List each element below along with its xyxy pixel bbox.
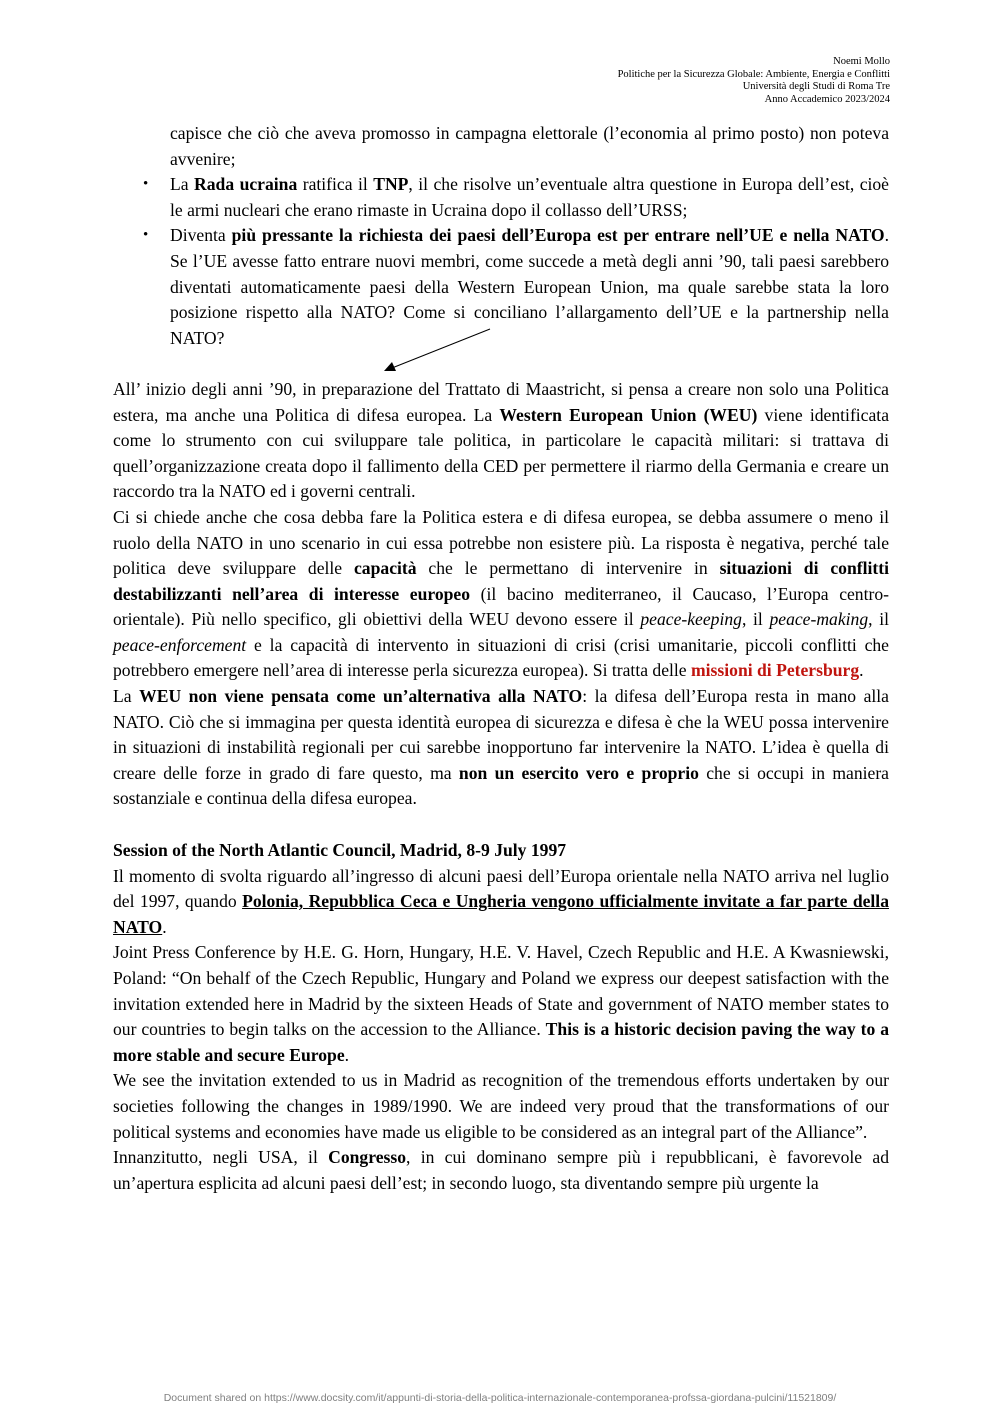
italic-run: peace-making: [769, 609, 869, 630]
bold-run: Western European Union (WEU): [499, 404, 758, 425]
spacer: [113, 351, 889, 377]
bold-run: situazioni di conflitti destabilizzanti nell’area di interesse europeo: [113, 558, 889, 604]
text-run: che si occupi in maniera sostanziale e continua della difesa europea.: [113, 762, 889, 809]
text-run: , il: [741, 609, 770, 630]
text-run: (il bacino mediterraneo, il Caucaso, l’Europa centro-orientale). Più nello specifico, gli obiettivi della WEU devono essere il: [113, 583, 890, 630]
section-heading: [113, 838, 889, 864]
text-run: Diventa: [170, 225, 232, 246]
section-heading-text: Session of the North Atlantic Council, Madrid, 8-9 July 1997: [113, 840, 567, 861]
bold-run: This is a historic decision paving the way to a more stable and secure Europe: [113, 1019, 889, 1065]
continued-bullet-text: capisce che ciò che aveva promosso in campagna elettorale (l’economia al primo posto) non poteva avvenire;: [170, 123, 889, 169]
highlight-petersburg: missioni di Petersburg: [691, 660, 860, 681]
bold-run: capacità: [354, 558, 417, 579]
bullet-item-rada: [170, 172, 889, 223]
italic-run: peace-keeping: [640, 609, 742, 630]
bullet-list: [113, 172, 889, 351]
paragraph-weu-alternativa: [113, 684, 889, 812]
text-run: .: [162, 916, 167, 937]
text-run: , il: [868, 609, 889, 630]
footer-document-shared: Document shared on https://www.docsity.com/it/appunti-di-storia-della-politica-internazionale-contemporanea-profssa-giordana-pulcini/11521809/: [163, 1392, 837, 1404]
bold-run: non un esercito vero e proprio: [458, 762, 699, 783]
bold-run: WEU non viene pensata come un’alternativa alla NATO: [139, 686, 583, 707]
text-run: che le permettano di intervenire in: [416, 558, 720, 579]
header-academic-year: Anno Accademico 2023/2024: [764, 93, 890, 105]
text-run: Innanzitutto, negli USA, il: [113, 1147, 329, 1168]
text-run: .: [344, 1044, 350, 1065]
text-run: All’ inizio degli anni ’90, in preparazione del Trattato di Maastricht, si pensa a creare non solo una Politica estera, ma anche una Politica di difesa europea. La: [113, 378, 889, 425]
paragraph-svolta: [113, 864, 889, 941]
text-run: e la capacità di intervento in situazioni di crisi (crisi umanitarie, piccoli conflitti che potrebbero emergere nell’area di interesse perla sicurezza europea). Si tratta delle: [113, 634, 889, 681]
paragraph-invitation: We see the invitation extended to us in Madrid as recognition of the tremendous efforts undertaken by our societies following the changes in 1989/1990. We are indeed very proud that the transformations of our political systems and economies have made us eligible to be considered as an integral part of the Alliance”.: [113, 1070, 889, 1142]
text-run: , il che risolve un’eventuale altra questione in Europa dell’est, cioè le armi nucleari che erano rimaste in Ucraina dopo il collasso dell’URSS;: [170, 174, 889, 220]
paragraph-politica-estera: [113, 505, 889, 684]
spacer: [113, 812, 889, 838]
text-run: La: [170, 174, 195, 195]
header-university: Università degli Studi di Roma Tre: [742, 81, 890, 92]
text-run: Joint Press Conference by H.E. G. Horn, Hungary, H.E. V. Havel, Czech Republic and H.E. A Kwasniewski, Poland: “On behalf of the Czech Republic, Hungary and Poland we express our deepest satisfaction with the invitation extended here in Madrid by the sixteen Heads of State and government of NATO member states to our countries to begin talks on the accession to the Alliance.: [113, 942, 889, 1040]
text-run: ratifica il: [297, 174, 374, 195]
document-body: [113, 121, 889, 1196]
bold-run: Congresso: [328, 1147, 406, 1168]
paragraph-congresso: [113, 1145, 889, 1196]
page-header: [618, 56, 890, 106]
bold-run: più pressante la richiesta dei paesi dell’Europa est per entrare nell’UE e nella NATO: [231, 225, 885, 246]
text-run: : la difesa dell’Europa resta in mano alla NATO. Ciò che si immagina per questa identità europea di sicurezza e difesa è che la WEU possa intervenire in situazioni di instabilità regionali per cui sarebbe inopportuno far intervenire la NATO. L’idea è quella di creare delle forze in grado di fare questo, ma: [113, 686, 889, 783]
text-run: viene identificata come lo strumento con cui sviluppare tale politica, in particolare le capacità militari: si trattava di quell’organizzazione creata dopo il fallimento della CED per permettere il riarmo della Germania e creare un raccordo tra la NATO ed i governi centrali.: [113, 404, 890, 502]
bullet-item-richiesta: [170, 223, 889, 351]
header-author: Noemi Mollo: [833, 56, 890, 67]
paragraph-weu-intro: [113, 377, 889, 505]
text-run: La: [113, 686, 140, 707]
bold-run: Rada ucraina: [194, 174, 298, 195]
paragraph-press-conference: [113, 940, 889, 1068]
header-course: Politiche per la Sicurezza Globale: Ambiente, Energia e Conflitti: [617, 68, 890, 80]
bold-underline-run: Polonia, Repubblica Ceca e Ungheria vengono ufficialmente invitate a far parte della NATO: [113, 891, 889, 937]
text-run: Il momento di svolta riguardo all’ingresso di alcuni paesi dell’Europa orientale nella NATO arriva nel luglio del 1997, quando: [113, 865, 889, 912]
italic-run: peace-enforcement: [113, 634, 247, 655]
text-run: , in cui dominano sempre più i repubblicani, è favorevole ad un’apertura esplicita ad alcuni paesi dell’est; in secondo luogo, sta diventando sempre più urgente la: [113, 1147, 889, 1193]
text-run: . Se l’UE avesse fatto entrare nuovi membri, come succede a metà degli anni ’90, tali paesi sarebbero diventati automaticamente paesi della Western European Union, ma quale sarebbe stata la loro posizione rispetto alla NATO? Come si conciliano l’allargamento dell’UE e la partnership nella NATO?: [170, 225, 889, 348]
text-run: Ci si chiede anche che cosa debba fare la Politica estera e di difesa europea, se debba assumere o meno il ruolo della NATO in uno scenario in cui essa potrebbe non esistere più. La risposta è negativa, perché tale politica deve sviluppare delle: [113, 506, 889, 579]
bold-run: TNP: [373, 174, 409, 195]
text-run: .: [859, 660, 864, 681]
